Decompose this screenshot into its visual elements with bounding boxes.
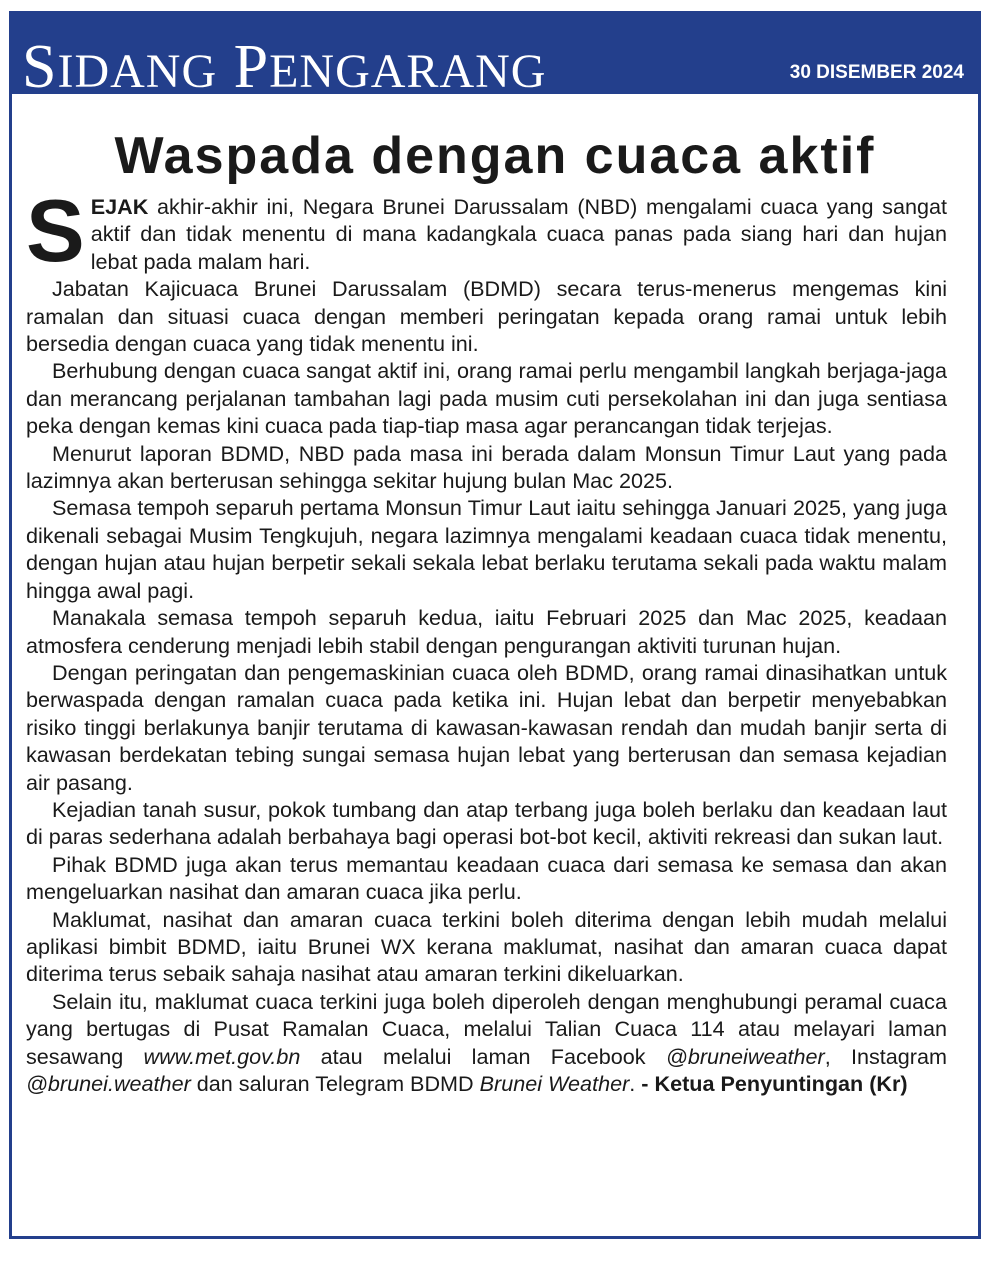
article-body bbox=[26, 181, 947, 1097]
section-title-initial-1: S bbox=[22, 33, 58, 101]
publication-date: 30 DISEMBER 2024 bbox=[789, 62, 964, 83]
paragraph-3: Berhubung dengan cuaca sangat aktif ini, orang ramai perlu mengambil langkah berjaga-jaga dan merancang perjalanan tambahan lagi pada musim cuti persekolahan ini dan juga sentiasa peka dengan kemas kini cuaca pada tiap-tiap masa agar perancangan tidak terjejas. bbox=[26, 358, 947, 439]
paragraph-7: Dengan peringatan dan pengemaskinian cuaca oleh BDMD, orang ramai dinasihatkan untuk berwaspada dengan ramalan cuaca pada ketika ini. Hujan lebat dan berpetir menyebabkan risiko tinggi berlakunya banjir terutama di kawasan-kawasan rendah dan mudah banjir serta di kawasan berdekatan tebing sungai semasa hujan lebat yang berterusan dan semasa kejadian air pasang. bbox=[26, 659, 947, 795]
article-headline: Waspada dengan cuaca aktif bbox=[114, 127, 876, 185]
paragraph-4: Menurut laporan BDMD, NBD pada masa ini berada dalam Monsun Timur Laut yang pada lazimnya akan berterusan sehingga sekitar hujung bulan Mac 2025. bbox=[26, 440, 947, 494]
section-banner bbox=[12, 14, 978, 101]
paragraph-11-text-5: . bbox=[629, 1071, 642, 1096]
paragraph-11 bbox=[26, 988, 947, 1098]
paragraph-11-text-1: Selain itu, maklumat cuaca terkini juga boleh diperoleh dengan menghubungi peramal cuaca yang bertugas di Pusat Ramalan Cuaca, melalui Talian Cuaca 114 atau melayari laman sesawang bbox=[26, 988, 947, 1069]
section-title-word-2: ENGARANG bbox=[269, 45, 547, 98]
facebook-handle[interactable]: @bruneiweather bbox=[665, 1043, 825, 1069]
telegram-channel: Brunei Weather bbox=[479, 1071, 630, 1096]
section-title bbox=[22, 32, 546, 107]
lead-word: EJAK bbox=[90, 194, 149, 219]
drop-cap: S bbox=[26, 181, 85, 280]
section-title-initial-2: P bbox=[233, 33, 270, 101]
paragraph-8: Kejadian tanah susur, pokok tumbang dan atap terbang juga boleh berlaku dan keadaan laut di paras sederhana adalah berbahaya bagi operasi bot-bot kecil, aktiviti rekreasi dan sukan laut. bbox=[26, 796, 947, 850]
paragraph-11-text-4: dan saluran Telegram BDMD bbox=[190, 1071, 480, 1096]
paragraph-1 bbox=[26, 181, 947, 280]
paragraph-10: Maklumat, nasihat dan amaran cuaca terkini boleh diterima dengan lebih mudah melalui aplikasi bimbit BDMD, iaitu Brunei WX kerana maklumat, nasihat dan amaran cuaca dapat diterima terus sebaik sahaja nasihat atau amaran terkini dikeluarkan. bbox=[26, 906, 947, 987]
paragraph-6: Manakala semasa tempoh separuh kedua, iaitu Februari 2025 dan Mac 2025, keadaan atmosfera cenderung menjadi lebih stabil dengan pengurangan aktiviti turunan hujan. bbox=[26, 605, 947, 658]
paragraph-5: Semasa tempoh separuh pertama Monsun Timur Laut iaitu sehingga Januari 2025, yang juga dikenali sebagai Musim Tengkujuh, negara lazimnya mengalami keadaan cuaca tidak menentu, dengan hujan atau hujan berpetir sekali sekala lebat berlaku terutama sekali pada waktu malam hingga awal pagi. bbox=[26, 495, 947, 603]
section-title-word-1: IDANG bbox=[57, 45, 218, 98]
paragraph-1-text: akhir-akhir ini, Negara Brunei Darussalam (NBD) mengalami cuaca yang sangat aktif dan tidak menentu di mana kadangkala cuaca panas pada siang hari dan hujan lebat pada malam hari. bbox=[90, 194, 947, 274]
paragraph-2: Jabatan Kajicuaca Brunei Darussalam (BDMD) secara terus-menerus mengemas kini ramalan dan situasi cuaca dengan memberi peringatan kepada orang ramai untuk lebih bersedia dengan cuaca yang tidak menentu ini. bbox=[26, 276, 947, 357]
paragraph-11-text-2: atau melalui laman Facebook bbox=[300, 1043, 666, 1069]
paragraph-9: Pihak BDMD juga akan terus memantau keadaan cuaca dari semasa ke semasa dan akan mengeluarkan nasihat dan amaran cuaca jika perlu. bbox=[26, 851, 947, 905]
paragraph-11-text-3: , Instagram bbox=[824, 1043, 947, 1069]
byline: - Ketua Penyuntingan (Kr) bbox=[641, 1071, 908, 1096]
website-link[interactable]: www.met.gov.bn bbox=[143, 1043, 301, 1069]
instagram-handle[interactable]: @brunei.weather bbox=[26, 1071, 191, 1096]
